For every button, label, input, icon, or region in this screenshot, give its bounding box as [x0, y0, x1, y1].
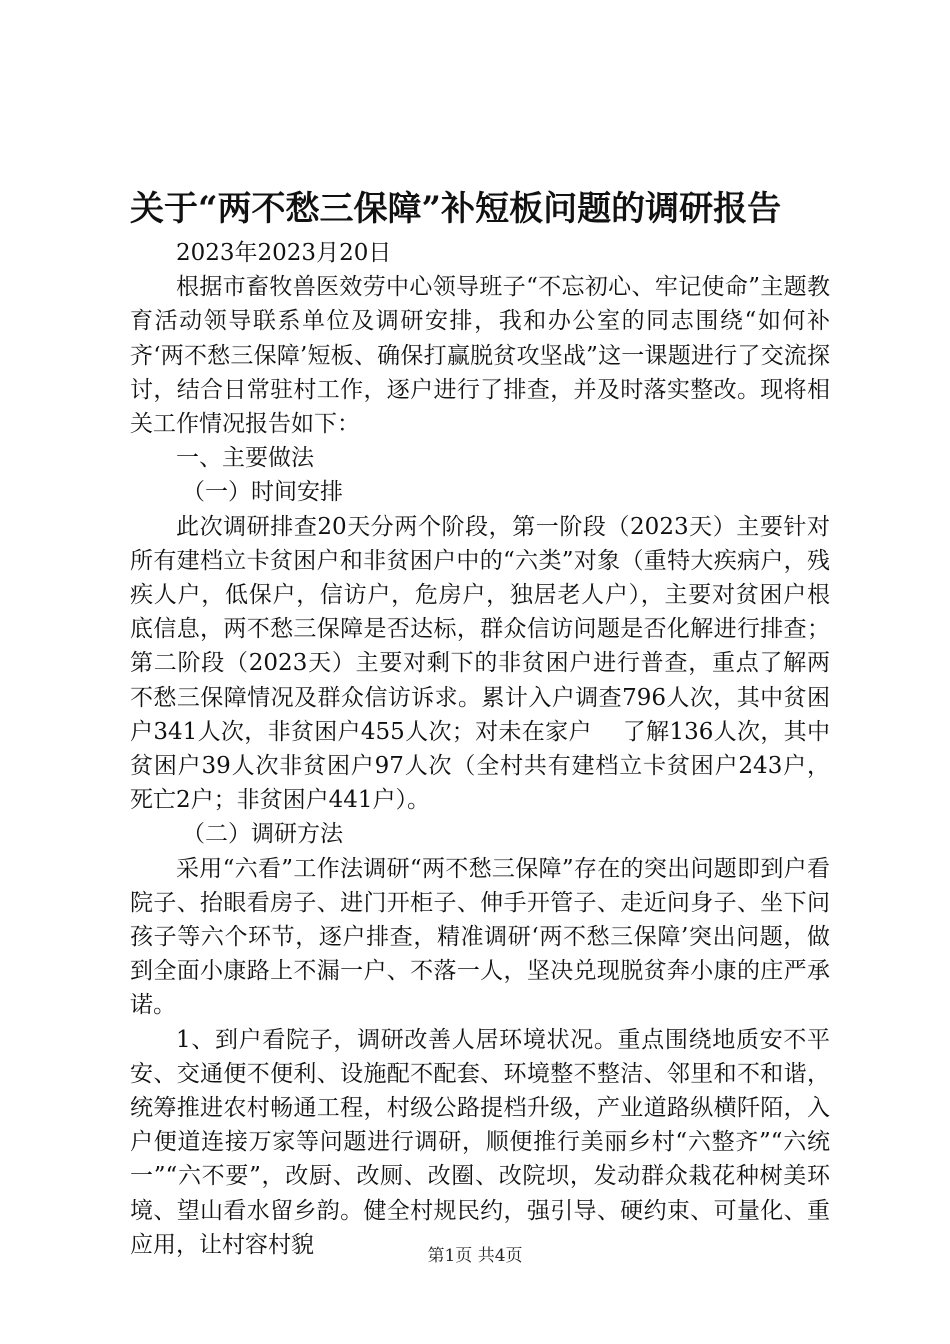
- subsection-heading-method: （二）调研方法: [182, 821, 343, 848]
- section-heading-main-practices: 一、主要做法: [176, 445, 314, 472]
- document-body: [130, 236, 830, 1262]
- subsection-heading-schedule: （一）时间安排: [182, 479, 343, 506]
- method-paragraph: 采用“六看”工作法调研“两不愁三保障”存在的突出问题即到户看院子、抬眼看房子、进门开柜子、伸手开管子、走近问身子、坐下问孩子等六个环节，逐户排查，精准调研‘两不愁三保障’突出问题，做到全面小康路上不漏一户、不落一人，坚决兑现脱贫奔小康的庄严承诺。: [130, 855, 830, 1019]
- document-title: 关于“两不愁三保障”补短板问题的调研报告: [130, 189, 782, 229]
- intro-paragraph: 根据市畜牧兽医效劳中心领导班子“不忘初心、牢记使命”主题教育活动领导联系单位及调研安排，我和办公室的同志围绕“如何补齐‘两不愁三保障’短板、确保打赢脱贫攻坚战”这一课题进行了交流探讨，结合日常驻村工作，逐户进行了排查，并及时落实整改。现将相关工作情况报告如下：: [130, 274, 830, 438]
- document-date: 2023年2023月20日: [176, 240, 392, 266]
- schedule-paragraph: 此次调研排查20天分两个阶段，第一阶段（2023天）主要针对所有建档立卡贫困户和非贫困户中的“六类”对象（重特大疾病户，残疾人户，低保户，信访户，危房户，独居老人户），主要对贫困户根底信息，两不愁三保障是否达标，群众信访问题是否化解进行排查；第二阶段（2023天）主要对剩下的非贫困户进行普查，重点了解两不愁三保障情况及群众信访诉求。累计入户调查796人次，其中贫困户341人次，非贫困户455人次；对未在家户 了解136人次，其中贫困户39人次非贫困户97人次（全村共有建档立卡贫困户243户，死亡2户；非贫困户441户）。: [130, 513, 830, 814]
- item-1-paragraph: 1、到户看院子，调研改善人居环境状况。重点围绕地质安不平安、交通便不便利、设施配不配套、环境整不整洁、邻里和不和谐，统筹推进农村畅通工程，村级公路提档升级，产业道路纵横阡陌，入户便道连接万家等问题进行调研，顺便推行美丽乡村“六整齐”“六统一”“六不要”，改厨、改厕、改圈、改院坝，发动群众栽花种树美环境、望山看水留乡韵。健全村规民约，强引导、硬约束、可量化、重应用，让村容村貌: [130, 1026, 830, 1258]
- page-footer: 第1页 共4页: [427, 1246, 523, 1266]
